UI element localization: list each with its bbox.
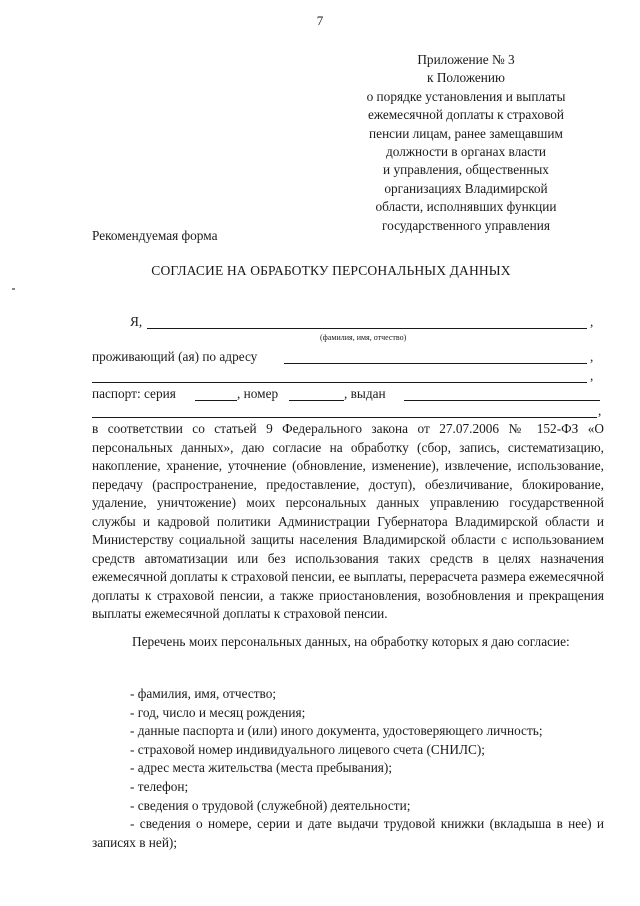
comma: , — [590, 314, 594, 329]
comma: , — [598, 403, 602, 418]
name-field[interactable] — [147, 328, 587, 329]
consent-paragraph — [92, 420, 604, 651]
appendix-line: области, исполнявших функции — [375, 199, 557, 215]
list-item: - данные паспорта и (или) иного документа, удостоверяющего личность; — [130, 723, 543, 739]
personal-data-list — [92, 685, 604, 852]
name-hint: (фамилия, имя, отчество) — [320, 333, 407, 342]
appendix-header — [348, 51, 584, 235]
page-number: 7 — [316, 13, 324, 28]
address-field[interactable] — [284, 363, 587, 364]
form-label: Рекомендуемая форма — [92, 228, 218, 243]
address-field-2[interactable] — [92, 382, 587, 383]
issued-row-2 — [92, 401, 604, 421]
address-label: проживающий (ая) по адресу — [92, 349, 258, 364]
list-item: - сведения о номере, серии и дате выдачи трудовой книжки (вкладыша в нее) и записях в ней); — [92, 816, 604, 850]
appendix-line: ежемесячной доплаты к страховой — [367, 107, 565, 123]
passport-number-label: , номер — [237, 386, 279, 401]
comma: , — [590, 368, 594, 383]
list-item: - адрес места жительства (места пребывания); — [130, 760, 393, 776]
issued-label: , выдан — [344, 386, 386, 401]
list-item: - сведения о трудовой (служебной) деятельности; — [130, 797, 411, 813]
appendix-line: и управления, общественных — [383, 162, 549, 178]
appendix-line: пенсии лицам, ранее замещавшим — [369, 125, 563, 141]
address-row — [92, 347, 604, 367]
appendix-line: к Положению — [427, 70, 505, 86]
appendix-line: о порядке установления и выплаты — [366, 88, 566, 104]
list-item: - телефон; — [130, 778, 189, 794]
i-label: Я, — [130, 314, 143, 329]
list-intro: Перечень моих персональных данных, на обработку которых я даю согласие: — [132, 633, 570, 649]
scan-mark — [12, 288, 15, 290]
passport-series-label: паспорт: серия — [92, 386, 176, 401]
list-item: - фамилия, имя, отчество; — [130, 686, 277, 701]
appendix-line: должности в органах власти — [385, 144, 547, 160]
issued-field-2[interactable] — [92, 417, 597, 418]
name-row — [92, 312, 604, 332]
comma: , — [590, 349, 594, 364]
document-title: СОГЛАСИЕ НА ОБРАБОТКУ ПЕРСОНАЛЬНЫХ ДАННЫХ — [151, 263, 511, 278]
appendix-line: государственного управления — [381, 217, 551, 233]
address-row-2 — [92, 366, 604, 386]
appendix-line: Приложение № 3 — [417, 52, 515, 67]
list-item: - страховой номер индивидуального лицевого счета (СНИЛС); — [130, 741, 486, 757]
appendix-line: организациях Владимирской — [384, 180, 548, 196]
list-item: - год, число и месяц рождения; — [130, 704, 306, 720]
consent-text: в соответствии со статьей 9 Федерального закона от 27.07.2006 № 152-ФЗ «О персональных данных», даю согласие на обработку (сбор, запись, систематизацию, накопление, хранение, уточнение (обновление, изменение), извлечение, использование, передачу (распространение, предоставление, доступ), обезличивание, блокирование, удаление, уничтожение) моих персональных данных управлению государственной службы и кадровой политики Администрации Губернатора Владимирской области и Министерству социальной защиты населения Владимирской области с использованием средств автоматизации или без использования таких средств в целях назначения ежемесячной доплаты к страховой пенсии, ее выплаты, перерасчета размера ежемесячной доплаты к страховой пенсии, а также приостановления, возобновления и прекращения выплаты ежемесячной доплаты к страховой пенсии. — [92, 421, 604, 621]
